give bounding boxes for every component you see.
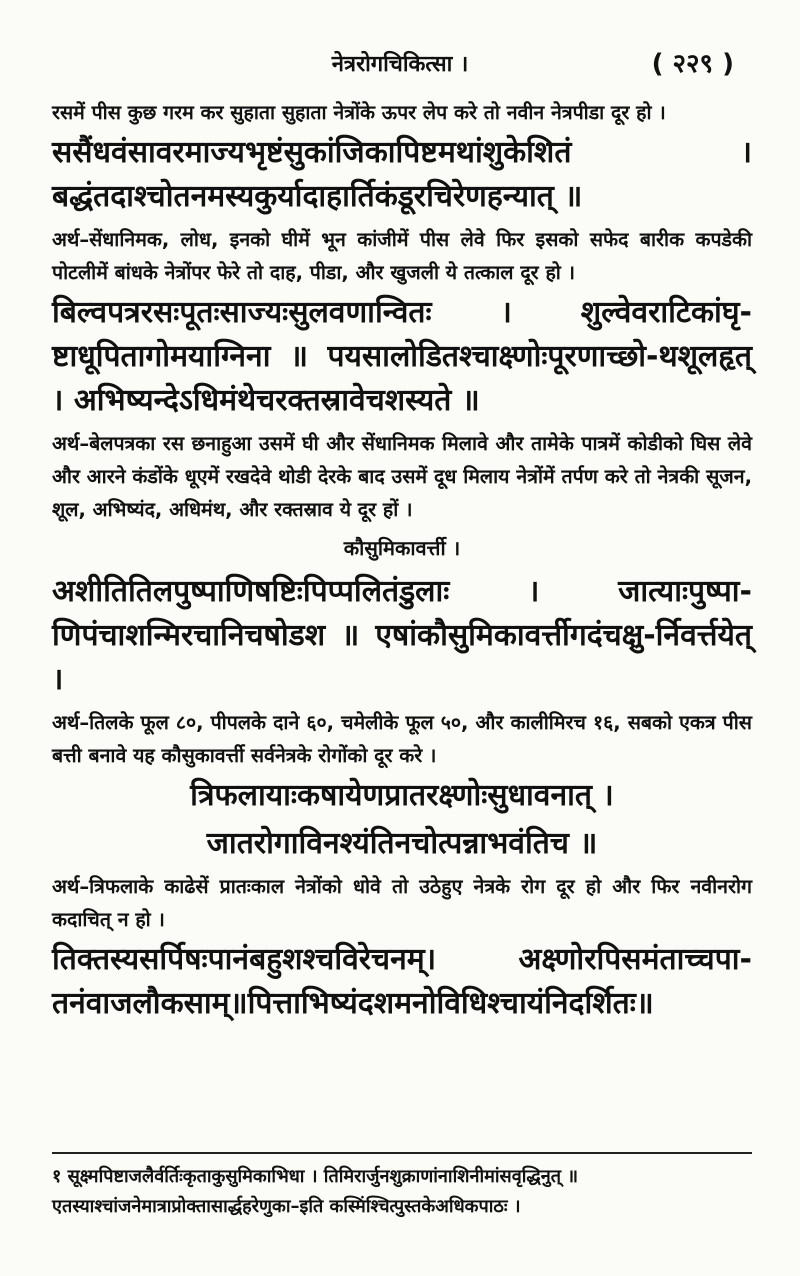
- sanskrit-verse: ससैंधवंसावरमाज्यभृष्टंसुकांजिकापिष्टमथांशुकेशितं । बद्धंतदाश्चोतनमस्यकुर्यादाहार्तिकंडूरचिरेणहन्यात् ॥: [52, 135, 752, 214]
- footnote-line-2: एतस्याश्चांजनेमात्राप्रोक्तासार्द्धहरेणुका–इति कस्मिंश्चित्पुस्तकेअधिकपाठः ।: [52, 1196, 521, 1217]
- prose-paragraph: अर्थ–सेंधानिमक, लोध, इनको घीमें भून कांजीमें पीस लेवे फिर इसको सफेद बारीक कपडेकी पोटलीमें बांधके नेत्रोंपर फेरे तो दाह, पीडा, और खुजली ये तत्काल दूर हो ।: [52, 228, 752, 284]
- sanskrit-verse: जातरोगाविनश्यंतिनचोत्पन्नाभवंतिच ॥: [206, 826, 598, 861]
- footnote-line-1: १ सूक्ष्मपिष्टाजलैर्वर्तिःकृताकुसुमिकाभिधा । तिमिरार्जुनशुक्राणांनाशिनीमांसवृद्धिनुत् ॥: [52, 1166, 579, 1187]
- prose-paragraph: अर्थ–बेलपत्रका रस छनाहुआ उसमें घी और सेंधानिमक मिलावे और तामेके पात्रमें कोडीको घिस लेवे और आरने कंडोंके धूएमें रखदेवे थोडी देरके बाद उसमें दूध मिलाय नेत्रोंमें तर्पण करे तो नेत्रकी सूजन, शूल, अभिष्यंद, अधिमंथ, और रक्तस्राव ये दूर हों ।: [52, 432, 752, 521]
- section-heading: कौसुमिकावर्त्ती ।: [343, 536, 461, 560]
- sanskrit-verse: तिक्तस्यसर्पिषःपानंबहुशश्चविरेचनम्। अक्ष्णोरपिसमंताच्चपा-तनंवाजलौकसाम्॥पित्ताभिष्यंदशमनोविधिश्चायंनिदर्शितः॥: [52, 942, 752, 1021]
- page-body: [52, 96, 752, 1030]
- page-number: ( २२९ ): [651, 49, 734, 79]
- sanskrit-verse: त्रिफलायाःकषायेणप्रातरक्ष्णोःसुधावनात् ।: [190, 778, 614, 813]
- footnote: [52, 1162, 752, 1222]
- running-title: नेत्ररोगचिकित्सा ।: [331, 52, 469, 77]
- page-header: [0, 44, 800, 84]
- sanskrit-verse: बिल्वपत्ररसःपूतःसाज्यःसुलवणान्वितः । शुल्वेवराटिकांघृ-ष्टाधूपितागोमयाग्निना ॥ पयसालोडितश्चाक्ष्णोःपूरणाच्छो-थशूलहृत् । अभिष्यन्देऽधिमंथेचरक्तस्रावेचशस्यते ॥: [52, 295, 752, 418]
- sanskrit-verse: अशीतितिलपुष्पाणिषष्टिःपिप्पलितंडुलाः । जात्याःपुष्पा-णिपंचाशन्मिरचानिचषोडश ॥ एषांकौसुमिकावर्त्तीगदंचक्षु-र्निवर्त्तयेत् ।: [52, 574, 752, 697]
- prose-paragraph: अर्थ–त्रिफलाके काढेसें प्रातःकाल नेत्रोंको धोवे तो उठेहुए नेत्रके रोग दूर हो और फिर नवीनरोग कदाचित् न हो ।: [52, 875, 752, 931]
- footnote-divider: [52, 1152, 752, 1154]
- prose-paragraph: रसमें पीस कुछ गरम कर सुहाता सुहाता नेत्रोंके ऊपर लेप करे तो नवीन नेत्रपीडा दूर हो ।: [52, 101, 666, 124]
- prose-paragraph: अर्थ–तिलके फूल ८०, पीपलके दाने ६०, चमेलीके फूल ५०, और कालीमिरच १६, सबको एकत्र पीस बत्ती बनावे यह कौसुकावर्त्ती सर्वनेत्रके रोगोंको दूर करे ।: [52, 711, 752, 767]
